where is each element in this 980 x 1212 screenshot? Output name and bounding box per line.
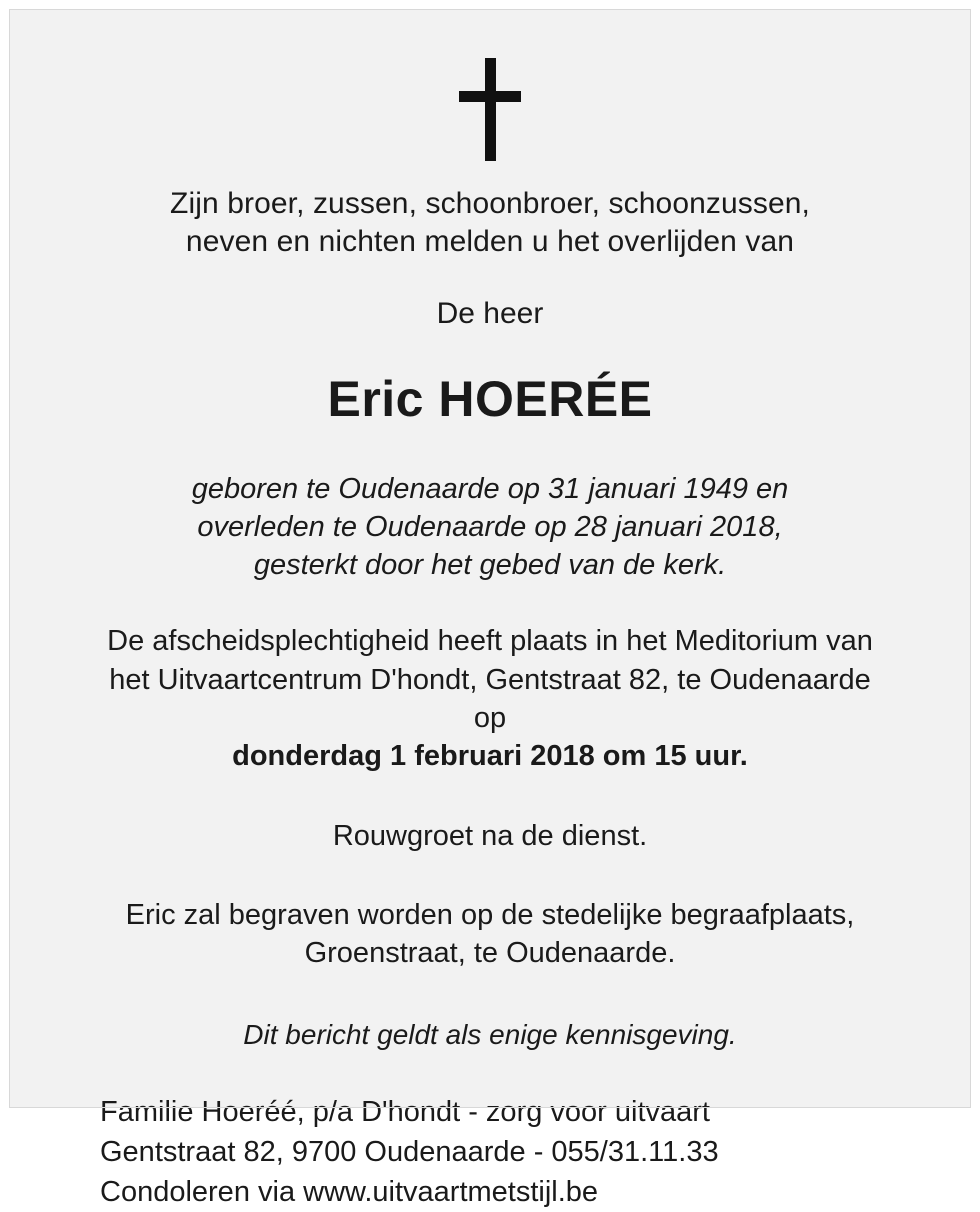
latin-cross-icon bbox=[459, 58, 521, 161]
life-dates-line-3: gesterkt door het gebed van de kerk. bbox=[253, 548, 727, 581]
ceremony-line-3-prefix: op bbox=[473, 701, 507, 734]
footer-contact bbox=[54, 1092, 926, 1212]
cross-horizontal-bar bbox=[459, 91, 521, 102]
intro-text bbox=[170, 185, 810, 261]
ceremony-line-3 bbox=[107, 699, 873, 776]
burial-line-2: Groenstraat, te Oudenaarde. bbox=[304, 937, 676, 970]
footer-line-2: Gentstraat 82, 9700 Oudenaarde - 055/31.11.33 bbox=[100, 1135, 719, 1168]
life-dates-line-1: geboren te Oudenaarde op 31 januari 1949 en bbox=[191, 473, 789, 506]
ceremony-details bbox=[107, 622, 873, 775]
ceremony-datetime: donderdag 1 februari 2018 om 15 uur. bbox=[232, 740, 748, 773]
ceremony-line-2: het Uitvaartcentrum D'hondt, Gentstraat 82, te Oudenaarde bbox=[109, 663, 871, 696]
footer-line-1: Familie Hoeréé, p/a D'hondt - zorg voor uitvaart bbox=[100, 1095, 710, 1128]
burial-details bbox=[126, 896, 855, 973]
salutation: De heer bbox=[436, 296, 544, 330]
intro-line-2: neven en nichten melden u het overlijden van bbox=[185, 224, 795, 258]
greeting-text: Rouwgroet na de dienst. bbox=[332, 819, 648, 852]
deceased-name: Eric HOERÉE bbox=[327, 371, 653, 428]
footer-line-3: Condoleren via www.uitvaartmetstijl.be bbox=[100, 1175, 599, 1208]
intro-line-1: Zijn broer, zussen, schoonbroer, schoonzussen, bbox=[170, 187, 810, 220]
life-dates-line-2: overleden te Oudenaarde op 28 januari 2018, bbox=[197, 511, 783, 544]
life-dates bbox=[192, 471, 789, 584]
cross-icon-wrap bbox=[459, 58, 521, 161]
burial-line-1: Eric zal begraven worden op de stedelijke begraafplaats, bbox=[125, 899, 855, 932]
cross-vertical-bar bbox=[485, 58, 496, 161]
notice-text: Dit bericht geldt als enige kennisgeving. bbox=[243, 1018, 737, 1050]
ceremony-line-1: De afscheidsplechtigheid heeft plaats in het Meditorium van bbox=[107, 625, 873, 658]
